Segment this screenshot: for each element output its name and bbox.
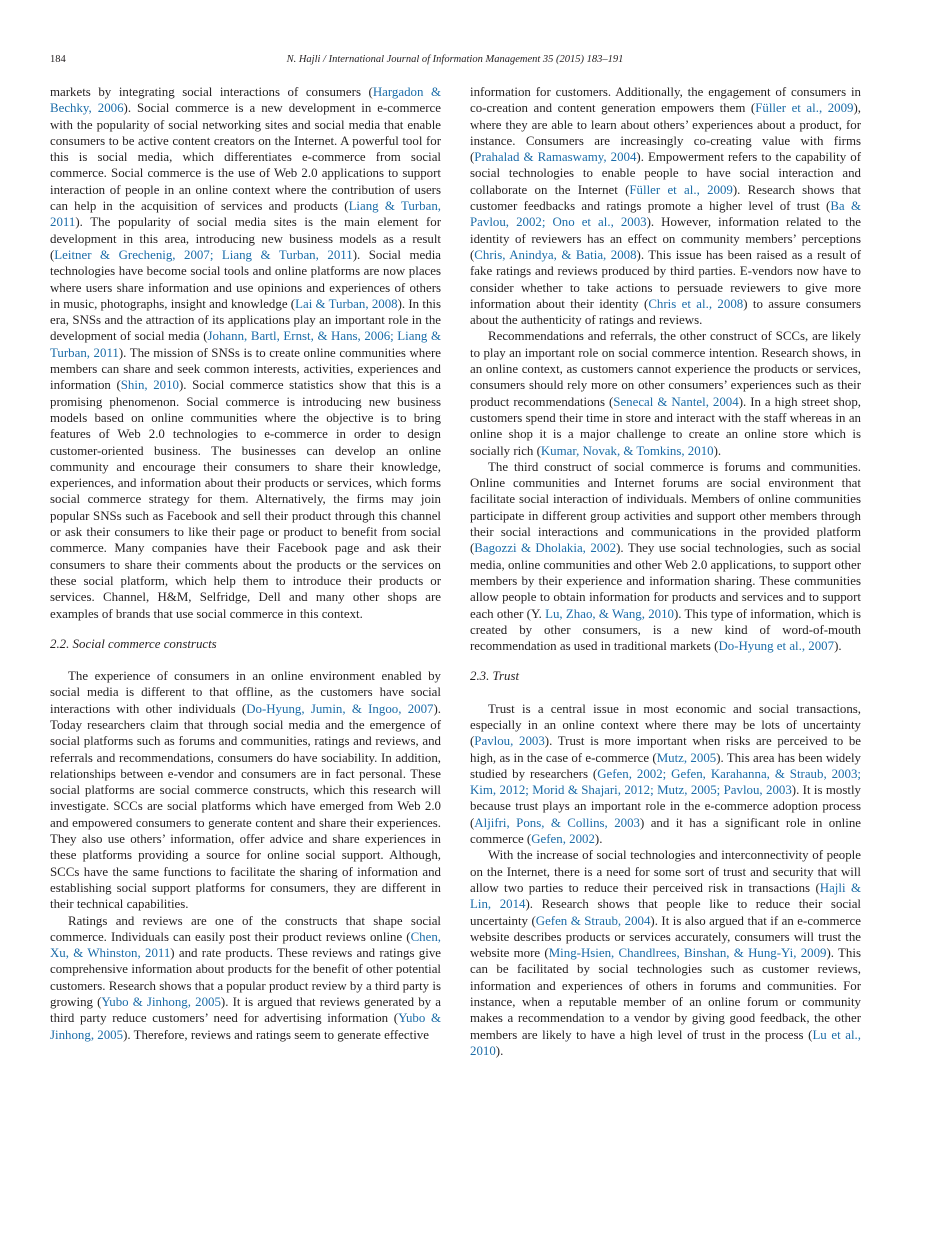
paragraph-text: ). Research shows that people like to reduce their social uncertainty (	[470, 897, 861, 928]
citation-link[interactable]: Füller et al., 2009	[629, 182, 733, 197]
citation-link[interactable]: Gefen & Straub, 2004	[535, 913, 651, 928]
body-paragraph	[470, 459, 861, 655]
paragraph-text: ).	[594, 832, 603, 847]
paragraph-text: markets by integrating social interactions of consumers (	[50, 85, 373, 99]
paragraph-text: ). It is mostly because trust plays an important role in the e-commerce adoption process (	[470, 783, 861, 830]
paragraph-text: The experience of consumers in an online environment enabled by social media is different to that offline, as the customers have social interactions with other individuals (	[50, 669, 441, 716]
paragraph-text: ). The mission of SNSs is to create online communities where members can share and seek common interests, activities, experiences and information (	[50, 345, 441, 393]
citation-link[interactable]: Ming-Hsien, Chandlrees, Binshan, & Hung-Yi, 2009	[548, 946, 827, 961]
journal-citation: N. Hajli / International Journal of Information Management 35 (2015) 183–191	[286, 54, 624, 65]
citation-link[interactable]: Johann, Bartl, Ernst, & Hans, 2006; Liang & Turban, 2011	[50, 329, 441, 360]
citation-link[interactable]: Do-Hyung, Jumin, & Ingoo, 2007	[246, 701, 434, 716]
paragraph-text: ).	[834, 639, 842, 654]
paragraph-text: ). The popularity of social media sites is the main element for development in this area, introducing new business models as a result (	[50, 215, 441, 262]
citation-link[interactable]: Gefen, 2002	[531, 832, 595, 847]
paragraph-text: ). Therefore, reviews and ratings seem to generate effective	[123, 1027, 429, 1042]
paragraph-text: ). However, information related to the identity of reviewers has an effect on community members’ perceptions (	[470, 215, 861, 262]
paragraph-text: Ratings and reviews are one of the constructs that shape social commerce. Individuals can easily post their product reviews online (	[50, 913, 441, 944]
citation-link[interactable]: Hargadon & Bechky, 2006	[50, 85, 442, 116]
paragraph-text: The third construct of social commerce is forums and communities. Online communities and Internet forums are social environment that facilitate social interaction of individuals. Members of online communities participate in different group activities and support other members through their social interactions and communications in the provided platform (	[470, 459, 861, 556]
citation-link[interactable]: Chen, Xu, & Whinston, 2011	[50, 929, 441, 961]
body-paragraph	[470, 328, 861, 458]
paragraph-text: ), where they are able to learn about others’ experiences about a product, for instance. Consumers are increasingly co-creating value with firms (	[470, 101, 862, 165]
citation-link[interactable]: Füller et al., 2009	[755, 101, 854, 116]
paragraph-text: ) and rate products. These reviews and ratings give comprehensive information about products for the benefit of other potential customers. Research shows that a popular product review by a third party is growing (	[50, 946, 441, 1010]
paragraph-text: information for customers. Additionally, the engagement of consumers in co-creation and content generation empowers them (	[470, 85, 861, 116]
citation-link[interactable]: Kumar, Novak, & Tomkins, 2010	[540, 443, 714, 458]
body-paragraph	[470, 84, 861, 328]
paragraph-text: ). In a high street shop, customers spend their time in store and interact with the staff whereas in an online shop it is a major challenge to create an online store which is socially rich (	[470, 394, 861, 458]
paragraph-text: ).	[713, 443, 722, 458]
citation-link[interactable]: Mutz, 2005	[656, 750, 717, 765]
citation-link[interactable]: Senecal & Nantel, 2004	[613, 394, 739, 409]
paragraph-text: ). It is also argued that if an e-commerce website describes products or services accurately, consumers will trust the website more (	[470, 913, 861, 961]
citation-link[interactable]: Chris et al., 2008	[648, 296, 744, 311]
body-paragraph	[50, 913, 441, 1043]
paragraph-text: ). Empowerment refers to the capability of social technologies to enable people to have social interaction and collaborate on the Internet (	[470, 150, 861, 197]
paragraph-text: ) to assure consumers about the authenticity of ratings and reviews.	[470, 296, 862, 328]
citation-link[interactable]: Lu et al., 2010	[470, 1027, 861, 1058]
citation-link[interactable]: Yubo & Jinhong, 2005	[101, 995, 221, 1010]
citation-link[interactable]: Ba & Pavlou, 2002; Ono et al., 2003	[470, 199, 861, 230]
body-paragraph	[470, 847, 861, 1059]
citation-link[interactable]: Lu, Zhao, & Wang, 2010	[545, 606, 674, 621]
left-column	[50, 84, 441, 1043]
paragraph-text: ). They use social technologies, such as social media, online communities and other Web 2.0 applications, to support other members by their experience and information sharing. These communities allow people to obtain information for products and services and to support each other (Y.	[470, 541, 861, 621]
section-heading: 2.3. Trust	[470, 669, 520, 684]
citation-link[interactable]: Hajli & Lin, 2014	[470, 880, 861, 912]
paragraph-text: ). This area has been widely studied by researchers (	[470, 750, 861, 781]
paragraph-text: ).	[495, 1043, 504, 1058]
paragraph-text: Trust is a central issue in most economic and social transactions, especially in an online context where there may be lots of uncertainty (	[470, 701, 861, 749]
paragraph-text: ). In this era, SNSs and the attraction of its applications play an important role in the development of social media (	[50, 296, 441, 344]
citation-link[interactable]: Aljifri, Pons, & Collins, 2003	[474, 815, 640, 830]
running-header	[50, 54, 860, 70]
paragraph-text: ). It is argued that reviews generated by a third party reduce customers’ need for advertising information (	[50, 995, 441, 1026]
paragraph-text: ). This type of information, which is created by other consumers, is a new kind of word-of-mouth recommendation as used in traditional markets (	[470, 606, 861, 654]
citation-link[interactable]: Bagozzi & Dholakia, 2002	[474, 541, 617, 556]
page-number: 184	[50, 54, 66, 65]
paragraph-text: ). Social commerce is a new development in e-commerce with the popularity of social networking sites and social media that enable consumers to be active content creators on the Internet. A powerful tool for this is social media, which differentiates e-commerce from social commerce. Social commerce is the use of Web 2.0 applications to support interaction of people in an online context where the contribution of users can help in the acquisition of services and products (	[50, 101, 441, 214]
paragraph-text: ). This issue has been raised as a result of fake ratings and reviews produced by third parties. E-vendors now have to consider whether to take actions to persuade reviewers to give more information about their identity (	[470, 247, 861, 311]
paragraph-text: With the increase of social technologies and interconnectivity of people on the Internet, there is a need for some sort of trust and security that will allow two parties to reduce their perceived risk in transactions (	[470, 848, 861, 895]
paragraph-text: ). Social commerce statistics show that this is a promising phenomenon. Social commerce is introducing new business models based on online communities where the objective is to bring features of Web 2.0 technologies to e-commerce in order to design customer-oriented business. The businesses can develop an online community and encourage their consumers to share their knowledge, experiences, and information about their products or services, which forms social commerce strategy for them. Alternatively, the firms may join popular SNSs such as Facebook and sell their product through this channel or ask their consumers to like their page or product to benefit from social commerce. Many companies have their Facebook page and ask their consumers to share their comments about the products or the services on these social platform, which help them to introduce their products or services. Channel, H&M, Selfridge, Dell and many other shops are examples of brands that use social commerce in this context.	[50, 378, 441, 621]
body-paragraph	[470, 701, 861, 848]
citation-link[interactable]: Pavlou, 2003	[474, 734, 545, 749]
citation-link[interactable]: Chris, Anindya, & Batia, 2008	[474, 247, 637, 262]
citation-link[interactable]: Do-Hyung et al., 2007	[718, 639, 835, 654]
citation-link[interactable]: Gefen, 2002; Gefen, Karahanna, & Straub, 2003; Kim, 2012; Morid & Shajari, 2012; Mutz, 2005; Pavlou, 2003	[470, 766, 861, 798]
paragraph-text: ). Trust is more important when risks are perceived to be high, as in the case of e-commerce (	[470, 734, 861, 765]
citation-link[interactable]: Liang & Turban, 2011	[50, 199, 441, 230]
citation-link[interactable]: Lai & Turban, 2008	[295, 296, 398, 311]
paragraph-text: ). Social media technologies have become social tools and online platforms are now places where users share information and use opinions and experiences of others in music, photographs, insight and knowledge (	[50, 247, 441, 311]
citation-link[interactable]: Shin, 2010	[120, 378, 179, 393]
citation-link[interactable]: Yubo & Jinhong, 2005	[50, 1011, 442, 1042]
citation-link[interactable]: Prahalad & Ramaswamy, 2004	[474, 150, 637, 165]
paragraph-text: ). Research shows that customer feedbacks and ratings promote a higher level of trust (	[470, 182, 862, 214]
right-column	[470, 84, 861, 1059]
citation-link[interactable]: Leitner & Grechenig, 2007; Liang & Turban, 2011	[54, 247, 353, 262]
body-paragraph	[50, 84, 441, 622]
paragraph-text: ). This can be facilitated by social technologies such as customer reviews, information and experiences of others in forums and communities. For instance, when a reputable member of an online forum or community makes a recommendation to a vendor by giving good feedback, the other members are likely to have a high level of trust in the process (	[470, 946, 861, 1042]
paragraph-text: Recommendations and referrals, the other construct of SCCs, are likely to play an important role on social commerce intention. Research shows, in an online context, as customers cannot experience the products or services, consumers should rely more on other consumers’ experiences such as their product recommendations (	[470, 329, 861, 409]
paragraph-text: ) and it has a significant role in online commerce (	[470, 815, 861, 847]
paragraph-text: ). Today researchers claim that through social media and the emergence of social platforms such as forums and communities, ratings and reviews, and referrals and recommendations, consumers do have sociability. In addition, relationships between e-vendor and consumers are in fact personal. These social platforms are social commerce constructs, which this research will investigate. SCCs are social platforms which have emerged from Web 2.0 and empowered consumers to generate content and share their experiences. They also use others’ information, offer advice and share experiences in these platforms providing a source for online social support. Although, SCCs have the same functions to facilitate the sharing of information and establishing social support platforms for consumers, they are different in their technical capabilities.	[50, 701, 441, 912]
section-heading: 2.2. Social commerce constructs	[50, 636, 217, 651]
body-paragraph	[50, 668, 441, 912]
